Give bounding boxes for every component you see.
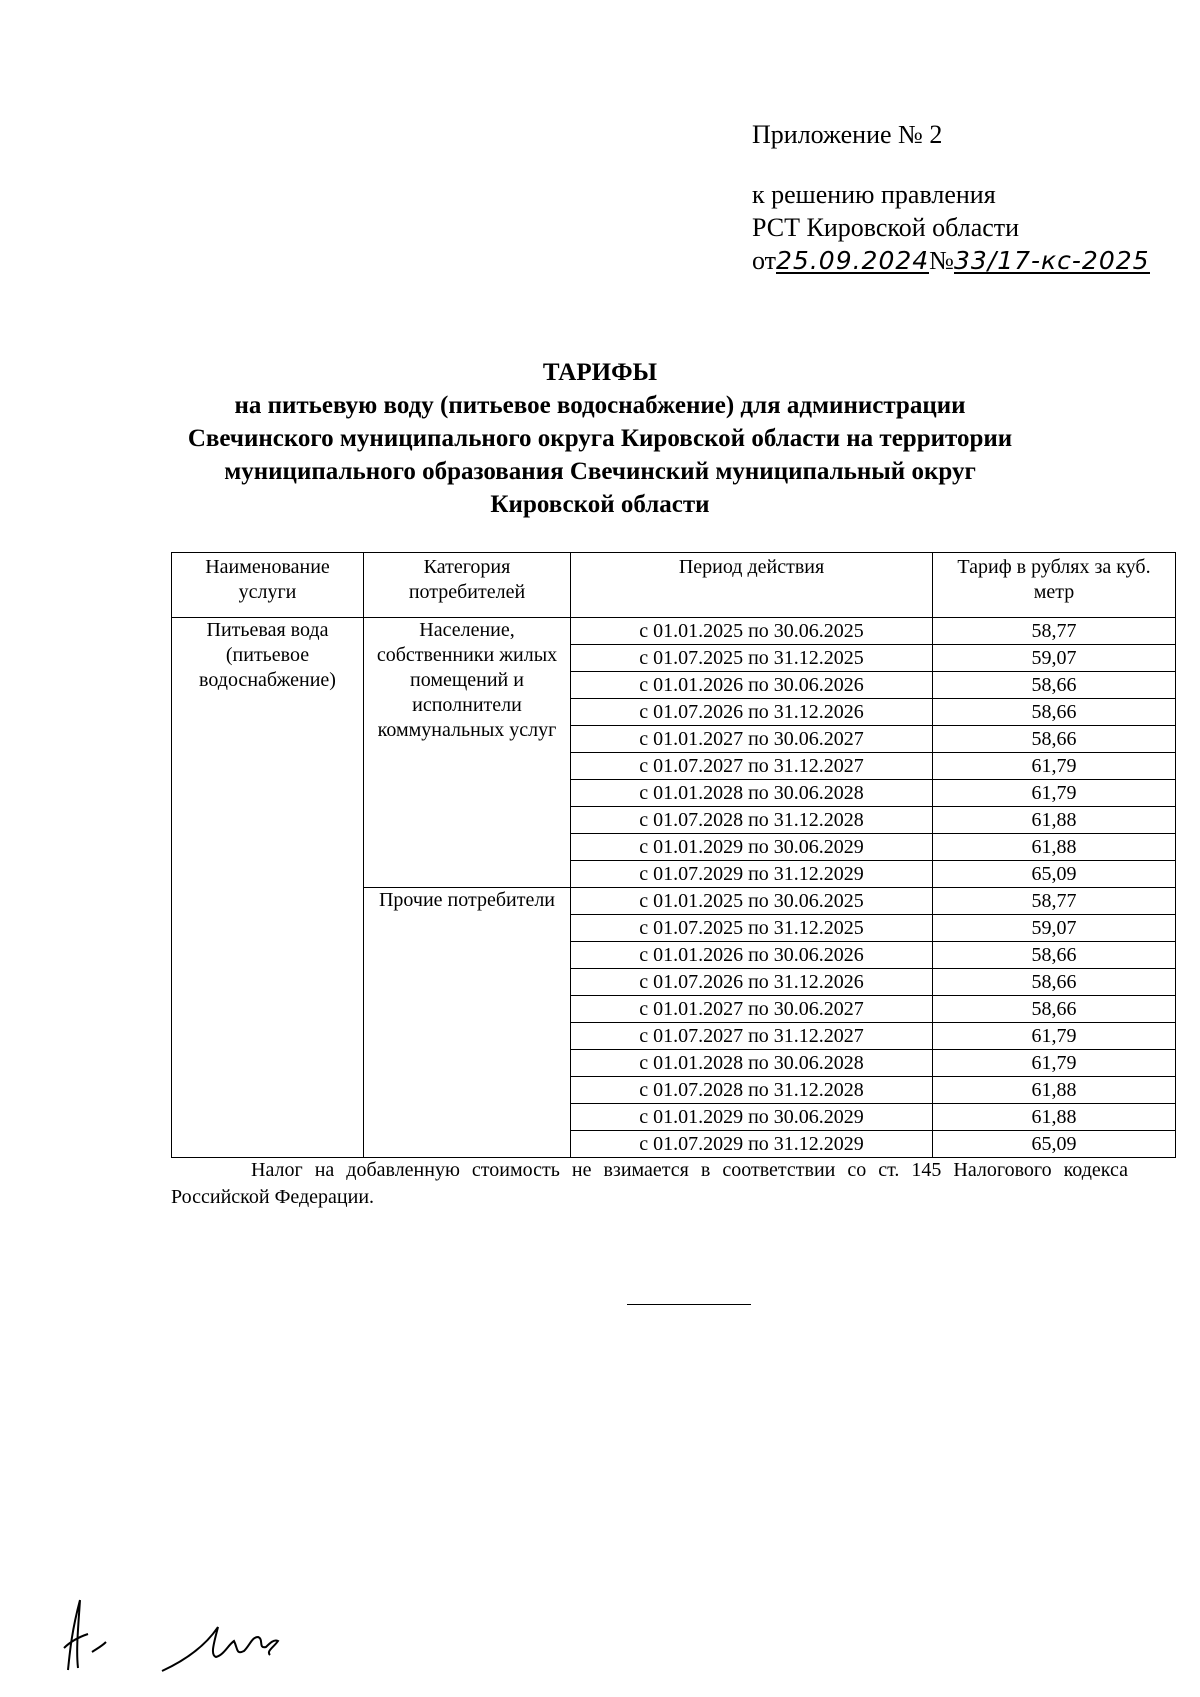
- tariff-table: [171, 552, 1176, 1158]
- period-cell: с 01.01.2028 по 30.06.2028: [571, 780, 933, 807]
- period-cell: с 01.01.2026 по 30.06.2026: [571, 942, 933, 969]
- vat-note: Налог на добавленную стоимость не взимается в соответствии со ст. 145 Налогового кодекса Российской Федерации.: [171, 1159, 1128, 1208]
- appendix-block: [752, 118, 1150, 277]
- handwritten-date: 25.09.2024: [776, 246, 930, 275]
- tariff-cell: 61,79: [933, 1023, 1176, 1050]
- period-cell: с 01.07.2026 по 31.12.2026: [571, 699, 933, 726]
- header-category: Категория потребителей: [364, 553, 571, 618]
- tariff-cell: 58,66: [933, 942, 1176, 969]
- handwritten-signature-mark: [158, 1615, 288, 1675]
- number-prefix: №: [929, 246, 954, 275]
- period-cell: с 01.07.2025 по 31.12.2025: [571, 915, 933, 942]
- handwritten-number: 33/17-кс-2025: [953, 246, 1150, 275]
- appendix-title: Приложение № 2: [752, 120, 943, 149]
- period-cell: с 01.07.2029 по 31.12.2029: [571, 1131, 933, 1158]
- appendix-line-1: к решению правления: [752, 180, 996, 209]
- period-cell: с 01.07.2025 по 31.12.2025: [571, 645, 933, 672]
- consumer-category-cell: Население, собственники жилых помещений и исполнители коммунальных услуг: [364, 618, 571, 888]
- tariff-cell: 61,79: [933, 780, 1176, 807]
- tariff-cell: 61,79: [933, 753, 1176, 780]
- header-service: Наименование услуги: [172, 553, 364, 618]
- period-cell: с 01.01.2029 по 30.06.2029: [571, 1104, 933, 1131]
- end-rule: [627, 1304, 751, 1305]
- appendix-line-2: РСТ Кировской области: [752, 213, 1020, 242]
- document-title: [150, 356, 1050, 521]
- table-header-row: [172, 553, 1176, 618]
- initials-signature-mark: [58, 1590, 118, 1680]
- period-cell: с 01.01.2028 по 30.06.2028: [571, 1050, 933, 1077]
- header-period: Период действия: [571, 553, 933, 618]
- title-line-3: Свечинского муниципального округа Кировской области на территории: [187, 425, 1013, 452]
- period-cell: с 01.07.2027 по 31.12.2027: [571, 753, 933, 780]
- appendix-date-line: [752, 244, 1150, 277]
- period-cell: с 01.07.2029 по 31.12.2029: [571, 861, 933, 888]
- period-cell: с 01.07.2028 по 31.12.2028: [571, 807, 933, 834]
- tariff-table-body: [172, 618, 1176, 1158]
- title-line-5: Кировской области: [490, 491, 710, 518]
- period-cell: с 01.07.2028 по 31.12.2028: [571, 1077, 933, 1104]
- tariff-cell: 61,88: [933, 1077, 1176, 1104]
- period-cell: с 01.07.2026 по 31.12.2026: [571, 969, 933, 996]
- header-tariff: Тариф в рублях за куб. метр: [933, 553, 1176, 618]
- tariff-cell: 61,88: [933, 834, 1176, 861]
- consumer-category-cell: Прочие потребители: [364, 888, 571, 1158]
- period-cell: с 01.01.2026 по 30.06.2026: [571, 672, 933, 699]
- period-cell: с 01.01.2027 по 30.06.2027: [571, 726, 933, 753]
- title-line-4: муниципального образования Свечинский муниципальный округ: [224, 458, 976, 485]
- period-cell: с 01.01.2025 по 30.06.2025: [571, 888, 933, 915]
- tariff-cell: 58,77: [933, 618, 1176, 645]
- tariff-cell: 58,66: [933, 996, 1176, 1023]
- tariff-cell: 61,79: [933, 1050, 1176, 1077]
- period-cell: с 01.01.2029 по 30.06.2029: [571, 834, 933, 861]
- tariff-cell: 65,09: [933, 1131, 1176, 1158]
- title-line-2: на питьевую воду (питьевое водоснабжение) для администрации: [234, 392, 966, 419]
- period-cell: с 01.01.2025 по 30.06.2025: [571, 618, 933, 645]
- table-row: [172, 618, 1176, 645]
- tariff-cell: 58,66: [933, 969, 1176, 996]
- tariff-cell: 59,07: [933, 645, 1176, 672]
- period-cell: с 01.01.2027 по 30.06.2027: [571, 996, 933, 1023]
- title-line-1: ТАРИФЫ: [542, 359, 658, 386]
- tariff-cell: 58,77: [933, 888, 1176, 915]
- tariff-cell: 59,07: [933, 915, 1176, 942]
- tariff-cell: 61,88: [933, 1104, 1176, 1131]
- tariff-cell: 58,66: [933, 699, 1176, 726]
- period-cell: с 01.07.2027 по 31.12.2027: [571, 1023, 933, 1050]
- date-prefix: от: [752, 246, 777, 275]
- service-name-cell: Питьевая вода (питьевое водоснабжение): [172, 618, 364, 1158]
- tariff-cell: 58,66: [933, 672, 1176, 699]
- tariff-cell: 61,88: [933, 807, 1176, 834]
- tariff-cell: 58,66: [933, 726, 1176, 753]
- tariff-cell: 65,09: [933, 861, 1176, 888]
